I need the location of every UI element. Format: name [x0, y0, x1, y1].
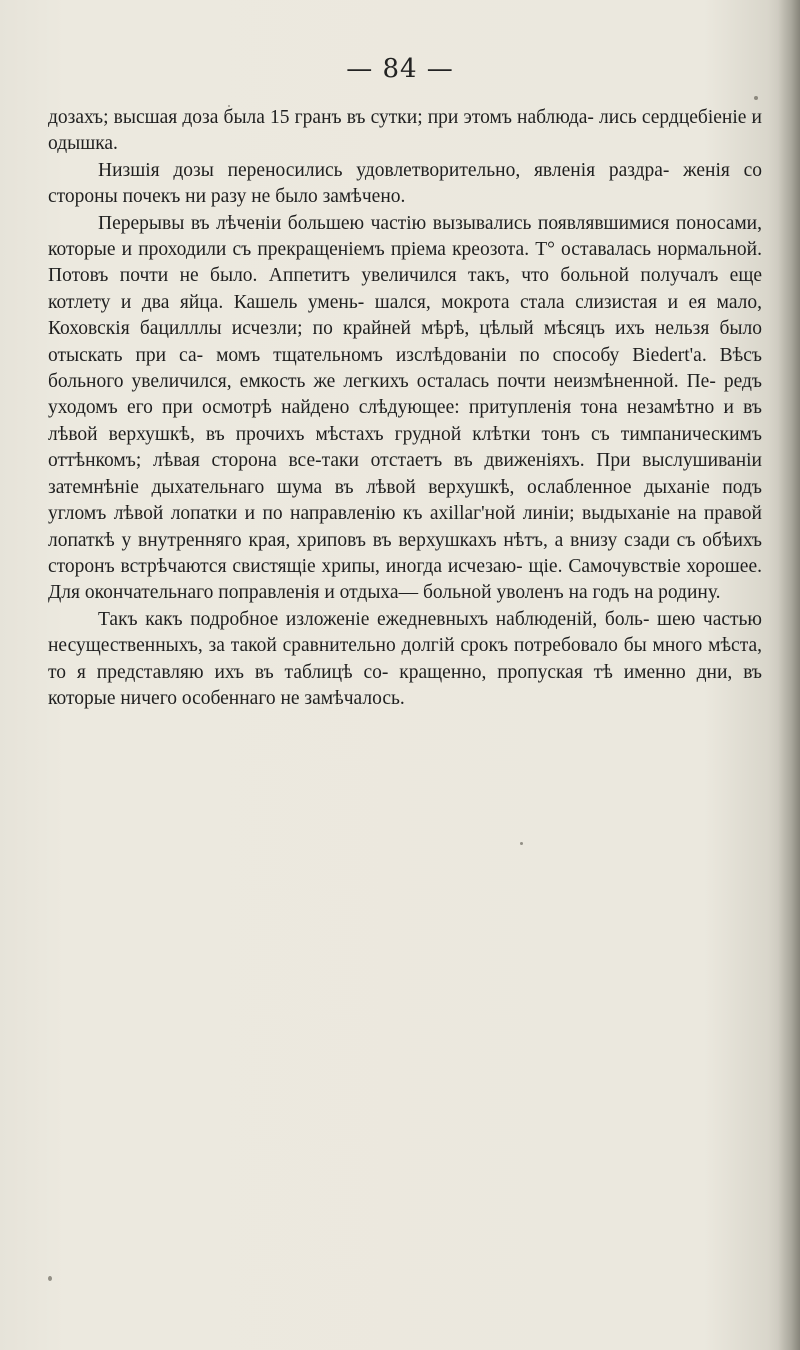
paragraph-summary: Такъ какъ подробное изложеніе ежедневныхъ наблюденій, боль- шею частью несущественныхъ, за такой сравнительно долгій срокъ потребовало бы много мѣста, то я представляю ихъ въ таблицѣ со- кращенно, пропуская тѣ именно дни, въ которые ничего особеннаго не замѣчалось.	[48, 608, 762, 709]
scan-speck	[228, 105, 230, 107]
scan-speck	[48, 1276, 52, 1281]
paragraph-doses: Низшія дозы переносились удовлетворительно, явленія раздра- женія со стороны почекъ ни разу не было замѣчено.	[48, 159, 762, 208]
page-number: — 84 —	[346, 54, 454, 84]
paragraph-interruptions: Перерывы въ лѣченіи большею частію вызывались появлявшимися поносами, которые и проходили съ прекращеніемъ пріема креозота. Т° оставалась нормальной. Потовъ почти не было. Аппетитъ увеличился такъ, что больной получалъ еще котлету и два яйца. Кашель умень- шался, мокрота стала слизистая и ея мало, Коховскія бацилллы исчезли; по крайней мѣрѣ, цѣлый мѣсяцъ ихъ нельзя было отыскать при са- момъ тщательномъ изслѣдованіи по способу Вiedert'а. Вѣсъ больного увеличился, емкость же легкихъ осталась почти неизмѣненной. Пе- редъ уходомъ его при осмотрѣ найдено слѣдующее: притупленія тона незамѣтно и въ лѣвой верхушкѣ, въ прочихъ мѣстахъ грудной клѣтки тонъ съ тимпаническимъ оттѣнкомъ; лѣвая сторона все-таки отстаетъ въ движеніяхъ. При выслушиваніи затемнѣніе дыхательнаго шума въ лѣвой верхушкѣ, ослабленное дыханіе подъ угломъ лѣвой лопатки и по направленію къ ахіllаг'ной линіи; выдыханіе на правой лопаткѣ у внутренняго края, хриповъ въ верхушкахъ нѣтъ, а внизу сзади съ обѣихъ сторонъ встрѣчаются свистящіе хрипы, иногда исчезаю- щіе. Самочувствіе хорошее. Для окончательнаго поправленія и отдыха— больной уволенъ на годъ на родину.	[48, 212, 762, 604]
paragraph-continuation: дозахъ; высшая доза была 15 гранъ въ сутки; при этомъ наблюда- лись сердцебіеніе и одышка.	[48, 107, 762, 155]
page-edge-shadow	[778, 0, 800, 1350]
scan-speck	[754, 96, 758, 100]
scan-speck	[520, 842, 523, 845]
body-text	[48, 105, 762, 712]
